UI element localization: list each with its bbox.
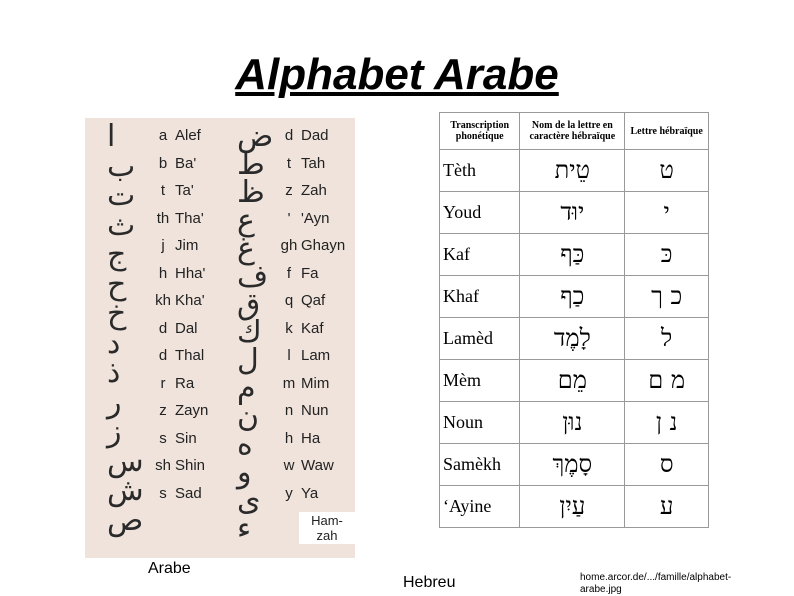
hebrew-letter-name: סָמֶךְ — [520, 444, 625, 486]
arabic-transcription: kh — [155, 292, 171, 309]
arabic-letter-row — [277, 210, 329, 227]
arabic-letter-row — [151, 210, 204, 227]
arabic-letter-name: Nun — [301, 402, 329, 419]
arabic-transcription: s — [159, 484, 167, 502]
hebrew-letter-name: טֵית — [520, 150, 625, 192]
hebrew-table-row — [440, 234, 709, 276]
hebrew-letter-name: עַיִן — [520, 486, 625, 528]
arabic-transcription: h — [158, 264, 168, 282]
arabic-transcription: j — [161, 237, 165, 254]
hebrew-table-header — [440, 113, 709, 150]
arabic-letter-glyph: خ — [107, 296, 127, 331]
hebrew-letter: כ ך — [625, 276, 709, 318]
arabic-letter-row — [151, 347, 204, 364]
arabic-letter-row — [277, 375, 329, 392]
hebrew-letter-name: יוּד — [520, 192, 625, 234]
arabic-letter-row — [277, 182, 327, 199]
hebrew-table-row — [440, 150, 709, 192]
arabic-transcription: z — [159, 402, 167, 419]
arabic-transcription: z — [285, 182, 293, 199]
arabic-transcription: k — [285, 319, 293, 337]
arabic-letter-row — [151, 155, 196, 172]
page-title: Alphabet Arabe — [235, 50, 559, 99]
arabic-transcription: gh — [280, 237, 298, 254]
arabic-transcription: b — [158, 154, 168, 172]
arabic-letter-name: Kaf — [301, 319, 324, 337]
arabic-transcription: d — [284, 127, 294, 144]
arabic-letter-row — [151, 430, 197, 447]
arabic-transcription: f — [286, 264, 292, 282]
hebrew-table-row — [440, 402, 709, 444]
arabic-letter-row — [277, 265, 319, 282]
arabic-letter-name: Ghayn — [301, 237, 346, 254]
arabic-letter-glyph: ف — [237, 259, 269, 294]
hebrew-letter: ע — [625, 486, 709, 528]
arabic-letter-row — [277, 457, 334, 474]
arabic-letter-glyph: ح — [107, 266, 127, 302]
arabic-letter-row — [151, 375, 194, 392]
header-transcription: Transcription phonétique — [440, 113, 520, 150]
arabic-letter-name: Mim — [301, 374, 330, 392]
hebrew-letter-name: כַף — [520, 276, 625, 318]
arabic-letter-row — [151, 237, 198, 254]
header-hebrew-letter: Lettre hébraïque — [625, 113, 709, 150]
arabic-letter-glyph: ظ — [237, 175, 265, 210]
arabic-letter-glyph: ش — [107, 473, 144, 508]
arabic-letter-name: Ya — [301, 484, 319, 502]
arabic-letter-name: Jim — [175, 237, 199, 254]
arabic-transcription: n — [284, 402, 294, 419]
arabic-letter-name: Sad — [175, 484, 202, 502]
arabic-transcription: a — [158, 127, 168, 144]
arabic-letter-name: Hha' — [175, 264, 206, 282]
arabic-letter-row — [151, 127, 201, 144]
arabic-letter-row — [151, 182, 194, 199]
arabic-letter-glyph: ن — [237, 399, 260, 434]
hebrew-letter: מ ם — [625, 360, 709, 402]
hebrew-letter: י — [625, 192, 709, 234]
arabic-letter-name: Zayn — [175, 402, 209, 419]
arabic-letter-name: Alef — [175, 127, 201, 144]
hebrew-transcription: ‘Ayine — [440, 486, 520, 528]
arabic-letter-glyph: ج — [107, 237, 127, 272]
hebrew-table-row — [440, 276, 709, 318]
arabic-letter-name: Dad — [301, 127, 329, 144]
arabic-letter-glyph: ز — [107, 414, 122, 449]
arabic-letter-glyph: ء — [237, 511, 252, 546]
arabic-transcription: s — [159, 429, 167, 447]
arabic-letter-glyph: ت — [107, 178, 136, 213]
hebrew-letter: ל — [625, 318, 709, 360]
source-url: home.arcor.de/.../famille/alphabet-arabe.jpg — [580, 572, 732, 595]
arabic-transcription: y — [285, 484, 293, 502]
hebrew-table-row — [440, 444, 709, 486]
hebrew-letter: כּ — [625, 234, 709, 276]
arabic-letter-glyph: ل — [237, 343, 259, 378]
hebrew-transcription: Khaf — [440, 276, 520, 318]
arabic-letter-name: Tah — [301, 154, 326, 172]
arabic-transcription: sh — [155, 457, 171, 474]
arabic-letter-row — [277, 347, 330, 364]
arabic-transcription: l — [287, 347, 291, 364]
arabic-letter-glyph: ع — [237, 203, 255, 238]
arabic-letter-name: Dal — [175, 319, 198, 337]
hebrew-transcription: Youd — [440, 192, 520, 234]
hebrew-letter: ס — [625, 444, 709, 486]
arabic-transcription: m — [282, 374, 296, 392]
hebrew-alphabet-table — [439, 112, 709, 528]
arabic-letter-row — [151, 402, 208, 419]
arabic-letter-glyph: ذ — [107, 355, 121, 390]
arabic-letter-row — [277, 292, 325, 309]
hebrew-letter: ט — [625, 150, 709, 192]
hebrew-letter-name: כַּף — [520, 234, 625, 276]
arabic-letter-name: Tha' — [175, 209, 204, 227]
arabic-letter-row — [277, 402, 329, 419]
arabic-letter-row — [151, 292, 205, 309]
arabic-letter-name: Thal — [175, 347, 205, 364]
caption-hebrew: Hebreu — [403, 574, 456, 591]
arabic-transcription: q — [284, 292, 294, 309]
arabic-letter-name: Kha' — [175, 292, 205, 309]
hebrew-transcription: Kaf — [440, 234, 520, 276]
arabic-letter-glyph: ق — [237, 287, 261, 322]
arabic-letter-glyph: ر — [107, 384, 122, 420]
hebrew-letter-name: נוּן — [520, 402, 625, 444]
hebrew-table-row — [440, 318, 709, 360]
arabic-letter-glyph: ض — [237, 119, 274, 154]
arabic-letter-glyph: ه — [237, 427, 253, 462]
arabic-letter-glyph: د — [107, 325, 121, 361]
hebrew-transcription: Lamèd — [440, 318, 520, 360]
hebrew-transcription: Mèm — [440, 360, 520, 402]
arabic-letter-row — [151, 320, 198, 337]
header-letter-name: Nom de la lettre en caractère hébraïque — [520, 113, 625, 150]
arabic-letter-glyph: ط — [237, 147, 265, 182]
arabic-transcription: ' — [287, 209, 291, 227]
arabic-transcription: d — [158, 319, 168, 337]
hebrew-transcription: Samèkh — [440, 444, 520, 486]
arabic-letter-name: Ta' — [175, 182, 194, 199]
arabic-letter-glyph: ى — [237, 483, 261, 518]
arabic-transcription: d — [158, 347, 168, 364]
arabic-letter-row — [151, 485, 202, 502]
arabic-letter-glyph: م — [237, 371, 256, 406]
arabic-letter-row — [277, 485, 318, 502]
arabic-letter-row — [151, 457, 205, 474]
hebrew-table-row — [440, 486, 709, 528]
arabic-letter-name: Waw — [301, 457, 334, 474]
arabic-letter-name: Sin — [175, 429, 197, 447]
arabic-letter-glyph: غ — [237, 231, 255, 266]
arabic-letter-glyph: و — [237, 455, 252, 490]
arabic-transcription: r — [160, 374, 166, 392]
hamza-label: Ham-zah — [299, 512, 355, 544]
arabic-letter-name: 'Ayn — [301, 209, 330, 227]
arabic-alphabet-image — [85, 118, 355, 558]
hebrew-transcription: Noun — [440, 402, 520, 444]
arabic-transcription: th — [156, 209, 170, 227]
hebrew-table-row — [440, 360, 709, 402]
arabic-transcription: w — [283, 457, 295, 474]
hebrew-transcription: Tèth — [440, 150, 520, 192]
arabic-letter-name: Ba' — [175, 154, 197, 172]
arabic-letter-name: Fa — [301, 264, 319, 282]
arabic-letter-row — [277, 127, 329, 144]
arabic-letter-name: Ra — [175, 374, 195, 392]
arabic-letter-glyph: ك — [237, 315, 262, 350]
arabic-transcription: t — [286, 154, 292, 172]
arabic-letter-row — [277, 237, 345, 254]
hebrew-table-row — [440, 192, 709, 234]
caption-arabic: Arabe — [148, 560, 191, 577]
arabic-letter-name: Shin — [175, 457, 206, 474]
arabic-letter-row — [277, 320, 324, 337]
hebrew-letter: נ ן — [625, 402, 709, 444]
arabic-letter-glyph: ث — [107, 207, 136, 243]
arabic-letter-glyph: س — [107, 443, 144, 479]
arabic-transcription: t — [160, 182, 166, 199]
arabic-transcription: h — [284, 429, 294, 447]
arabic-letter-glyph: ب — [107, 148, 136, 184]
arabic-letter-row — [277, 430, 320, 447]
arabic-letter-name: Lam — [301, 347, 331, 364]
arabic-letter-glyph: ا — [107, 119, 116, 154]
hebrew-letter-name: לָמֶד — [520, 318, 625, 360]
arabic-letter-row — [277, 155, 325, 172]
arabic-letter-row — [151, 265, 205, 282]
hebrew-letter-name: מֵם — [520, 360, 625, 402]
arabic-letter-name: Zah — [301, 182, 327, 199]
arabic-letter-glyph: ص — [107, 502, 144, 538]
arabic-letter-name: Ha — [301, 429, 321, 447]
arabic-letter-name: Qaf — [301, 292, 326, 309]
